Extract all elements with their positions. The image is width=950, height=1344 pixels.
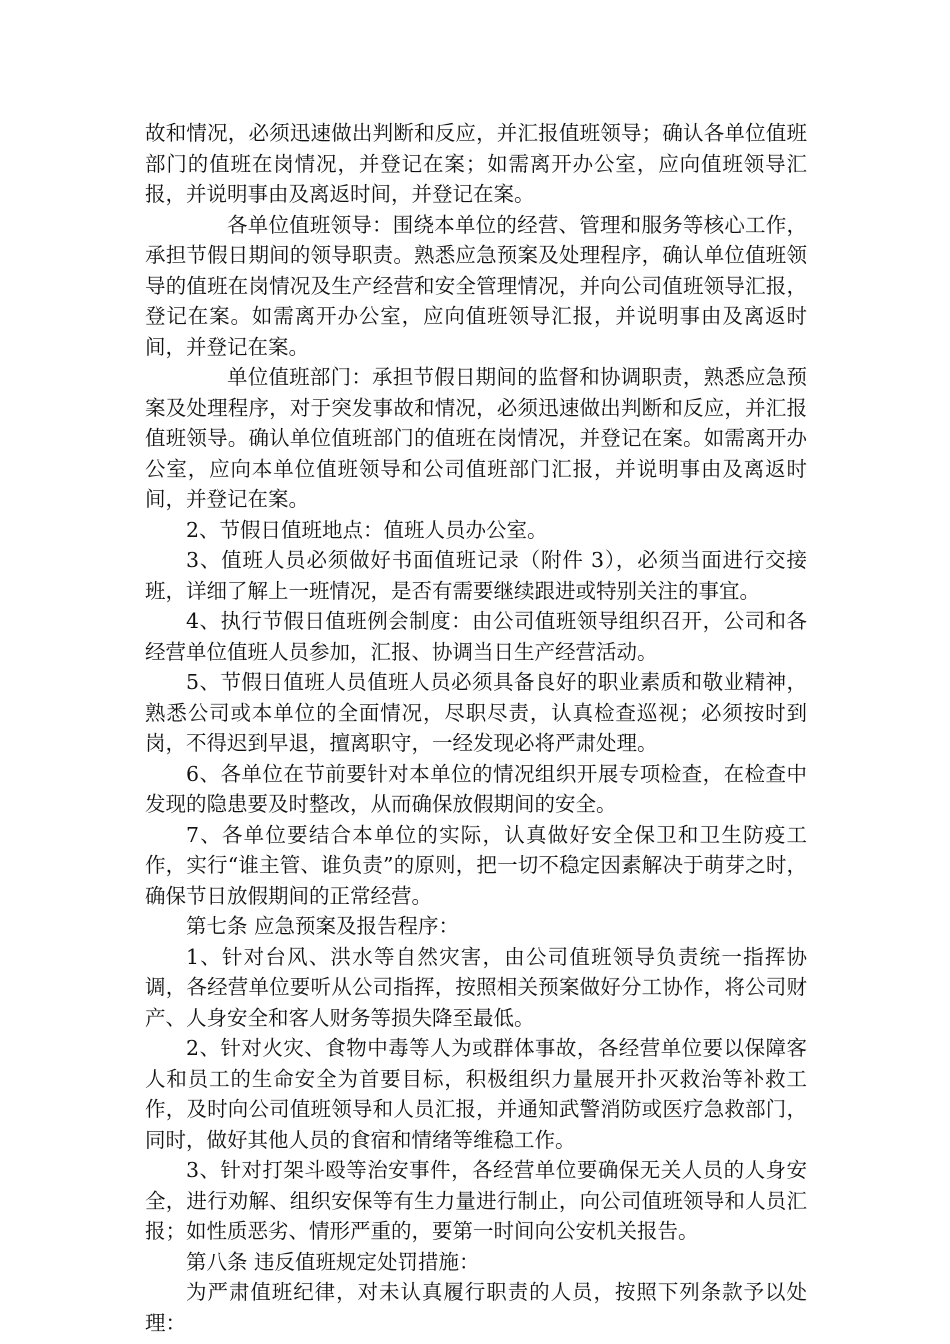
paragraph-emergency-public-security: 3、针对打架斗殴等治安事件，各经营单位要确保无关人员的人身安全，进行劝解、组织安保等有生力量进行制止，向公司值班领导和人员汇报；如性质恶劣、情形严重的，要第一时间向公安机关报告。: [145, 1158, 807, 1243]
paragraph-item-5-conduct: 5、节假日值班人员值班人员必须具备良好的职业素质和敬业精神，熟悉公司或本单位的全面情况，尽职尽责，认真检查巡视；必须按时到岗，不得迟到早退，擅离职守，一经发现必将严肃处理。: [145, 670, 807, 755]
paragraph-unit-duty-department: 单位值班部门：承担节假日期间的监督和协调职责，熟悉应急预案及处理程序，对于突发事故和情况，必须迅速做出判断和反应，并汇报值班领导。确认单位值班部门的值班在岗情况，并登记在案。如需离开办公室，应向本单位值班领导和公司值班部门汇报，并说明事由及离返时间，并登记在案。: [145, 365, 807, 511]
paragraph-item-4-meeting: 4、执行节假日值班例会制度：由公司值班领导组织召开，公司和各经营单位值班人员参加，汇报、协调当日生产经营活动。: [145, 609, 807, 664]
paragraph-item-3-records: 3、值班人员必须做好书面值班记录（附件 3），必须当面进行交接班，详细了解上一班情况，是否有需要继续跟进或特别关注的事宜。: [145, 548, 807, 603]
paragraph-item-7-security: 7、各单位要结合本单位的实际，认真做好安全保卫和卫生防疫工作，实行“谁主管、谁负责”的原则，把一切不稳定因素解决于萌芽之时，确保节日放假期间的正常经营。: [145, 822, 807, 908]
paragraph-penalty-intro: 为严肃值班纪律，对未认真履行职责的人员，按照下列条款予以处理：: [145, 1280, 807, 1335]
paragraph-emergency-natural-disaster: 1、针对台风、洪水等自然灾害，由公司值班领导负责统一指挥协调，各经营单位要听从公司指挥，按照相关预案做好分工协作，将公司财产、人身安全和客人财务等损失降至最低。: [145, 944, 807, 1030]
article-8-heading: 第八条 违反值班规定处罚措施：: [186, 1249, 480, 1274]
paragraph-item-2-location: 2、节假日值班地点：值班人员办公室。: [186, 517, 548, 542]
paragraph-unit-duty-leader: 各单位值班领导：围绕本单位的经营、管理和服务等核心工作，承担节假日期间的领导职责。熟悉应急预案及处理程序，确认单位值班领导的值班在岗情况及生产经营和安全管理情况，并向公司值班领导汇报，登记在案。如需离开办公室，应向值班领导汇报，并说明事由及离返时间，并登记在案。: [145, 212, 807, 359]
document-page: [145, 118, 807, 1338]
article-7-heading: 第七条 应急预案及报告程序：: [186, 914, 460, 938]
paragraph-item-6-inspection: 6、各单位在节前要针对本单位的情况组织开展专项检查，在检查中发现的隐患要及时整改，从而确保放假期间的安全。: [145, 761, 807, 816]
paragraph-emergency-fire-poisoning: 2、针对火灾、食物中毒等人为或群体事故，各经营单位要以保障客人和员工的生命安全为首要目标，积极组织力量展开扑灭救治等补救工作，及时向公司值班领导和人员汇报，并通知武警消防或医疗急救部门，同时，做好其他人员的食宿和情绪等维稳工作。: [145, 1036, 807, 1152]
paragraph-duty-continuation: 故和情况，必须迅速做出判断和反应，并汇报值班领导；确认各单位值班部门的值班在岗情况，并登记在案；如需离开办公室，应向值班领导汇报，并说明事由及离返时间，并登记在案。: [145, 121, 807, 206]
